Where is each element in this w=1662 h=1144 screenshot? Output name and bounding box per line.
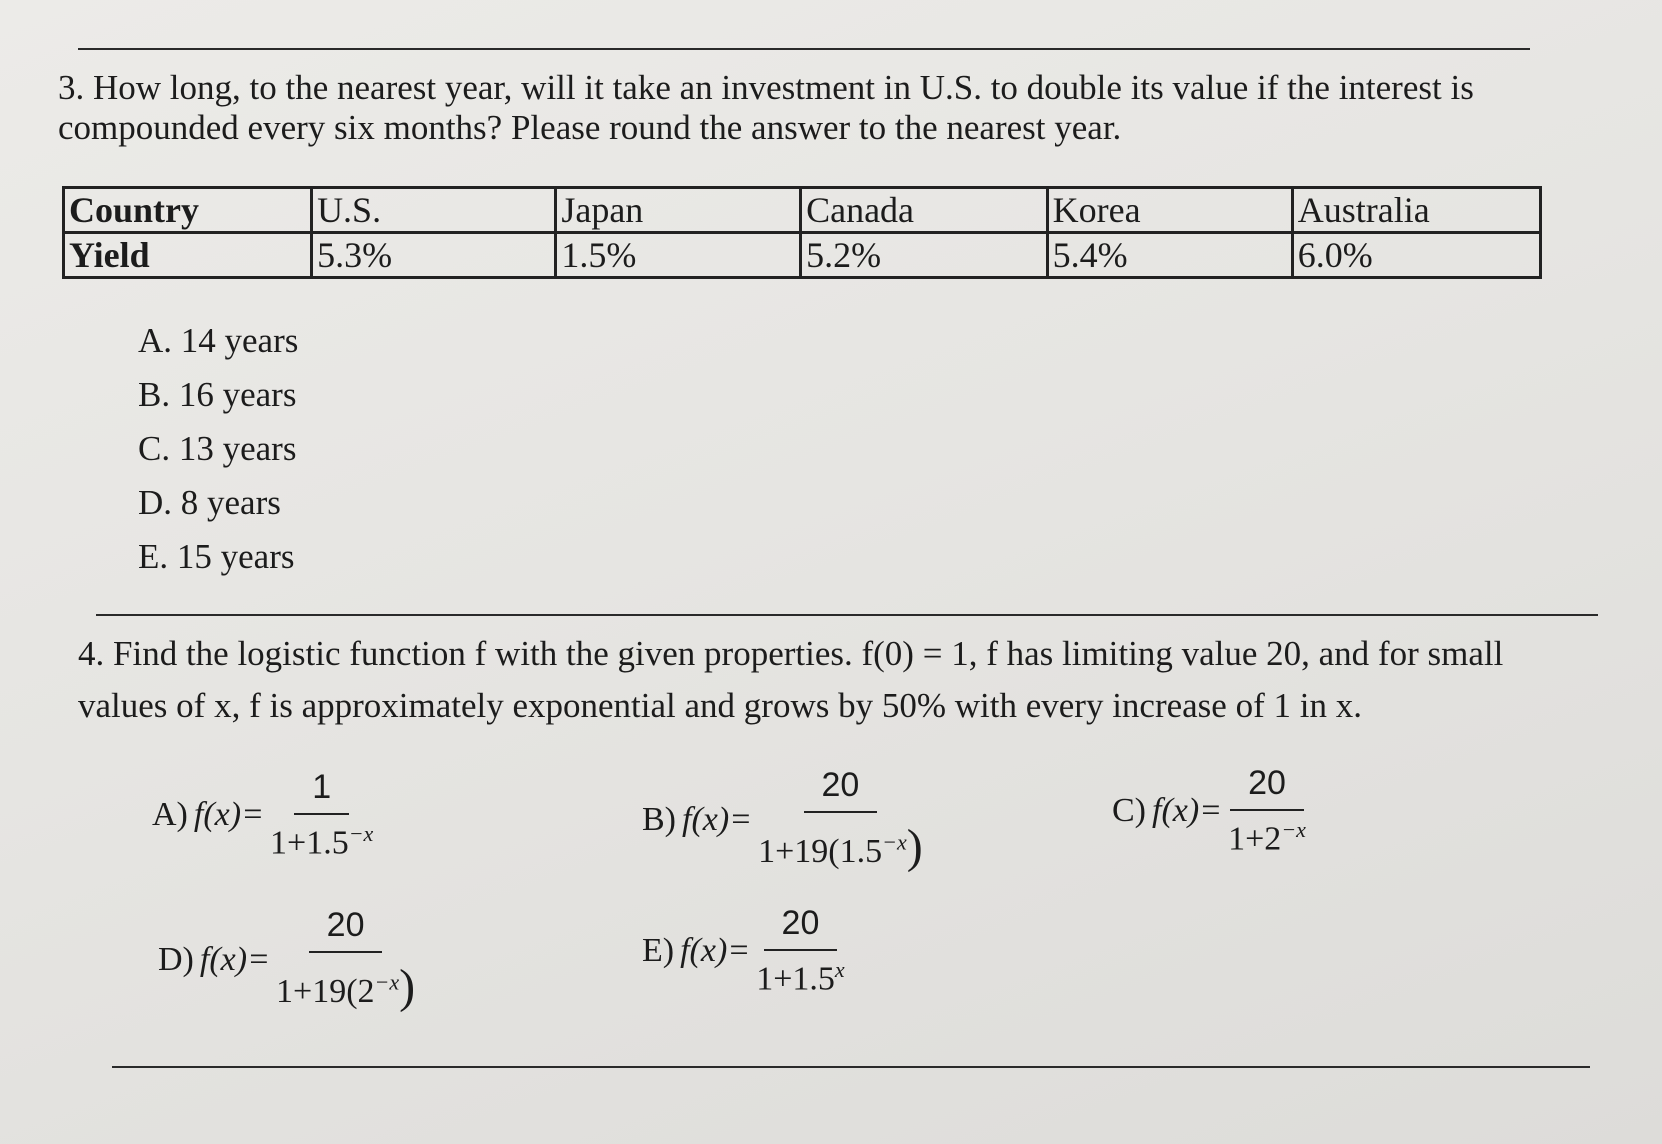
- table-cell: Japan: [556, 188, 801, 233]
- option-c-formula: [1112, 764, 1306, 858]
- denominator: $1+19(2^{-x})$: [276, 960, 416, 1013]
- fraction: [758, 766, 923, 874]
- choice-a: A. 14 years: [138, 321, 299, 360]
- option-label: A): [152, 796, 188, 834]
- option-a-formula: [152, 768, 373, 862]
- table-cell: U.S.: [312, 188, 556, 233]
- function-lhs: f(x)=: [682, 801, 753, 838]
- choice-b: B. 16 years: [138, 375, 297, 414]
- choice-d: D. 8 years: [138, 483, 281, 522]
- option-b-formula: [642, 766, 923, 874]
- question-3-line-1: 3. How long, to the nearest year, will it take an investment in U.S. to double its value if the interest is: [58, 68, 1474, 107]
- table-cell: 5.3%: [312, 233, 556, 278]
- table-cell: 5.4%: [1047, 233, 1292, 278]
- fraction: [756, 904, 844, 998]
- question-4-line-2: values of x, f is approximately exponential and grows by 50% with every increase of 1 in x.: [78, 686, 1362, 725]
- bottom-divider: [112, 1066, 1590, 1068]
- option-label: D): [158, 941, 194, 978]
- numerator: 20: [1230, 764, 1304, 811]
- question-3-line-2: compounded every six months? Please round the answer to the nearest year.: [58, 108, 1122, 147]
- numerator: 20: [804, 766, 878, 813]
- denominator: $1+1.5^x$: [756, 957, 845, 998]
- table-cell: 1.5%: [556, 233, 801, 278]
- numerator: 20: [764, 904, 838, 951]
- denominator: $1+1.5^{-x}$: [270, 821, 374, 862]
- denominator: $1+19(1.5^{-x})$: [758, 820, 923, 873]
- row-header-country: Country: [64, 188, 312, 233]
- fraction: [1228, 764, 1306, 858]
- table-cell: 5.2%: [801, 233, 1048, 278]
- function-lhs: f(x)=: [1152, 792, 1223, 830]
- option-e-formula: [642, 904, 845, 998]
- option-label: C): [1112, 792, 1146, 830]
- function-lhs: f(x)=: [193, 796, 265, 834]
- table-cell: Korea: [1047, 188, 1292, 233]
- denominator: $1+2^{-x}$: [1228, 817, 1306, 858]
- question-4-line-1: 4. Find the logistic function f with the given properties. f(0) = 1, f has limiting value 20, and for small: [78, 634, 1504, 673]
- numerator: 20: [309, 906, 383, 953]
- table-cell: Canada: [801, 188, 1048, 233]
- option-label: B): [642, 801, 676, 838]
- table-row-country: [64, 188, 1541, 233]
- function-lhs: f(x)=: [680, 932, 751, 970]
- table-row-yield: [64, 233, 1541, 278]
- middle-divider: [96, 614, 1598, 616]
- table-cell: Australia: [1292, 188, 1540, 233]
- function-lhs: f(x)=: [199, 941, 271, 978]
- numerator: 1: [294, 768, 349, 815]
- fraction: [270, 768, 373, 862]
- option-label: E): [642, 932, 675, 970]
- fraction: [276, 906, 415, 1014]
- row-header-yield: Yield: [64, 233, 312, 278]
- option-d-formula: [158, 906, 415, 1014]
- yield-table: [62, 186, 1542, 279]
- table-cell: 6.0%: [1292, 233, 1540, 278]
- choice-c: C. 13 years: [138, 429, 297, 468]
- choice-e: E. 15 years: [138, 537, 295, 576]
- question-3-choices: [138, 314, 298, 584]
- top-divider: [78, 48, 1530, 50]
